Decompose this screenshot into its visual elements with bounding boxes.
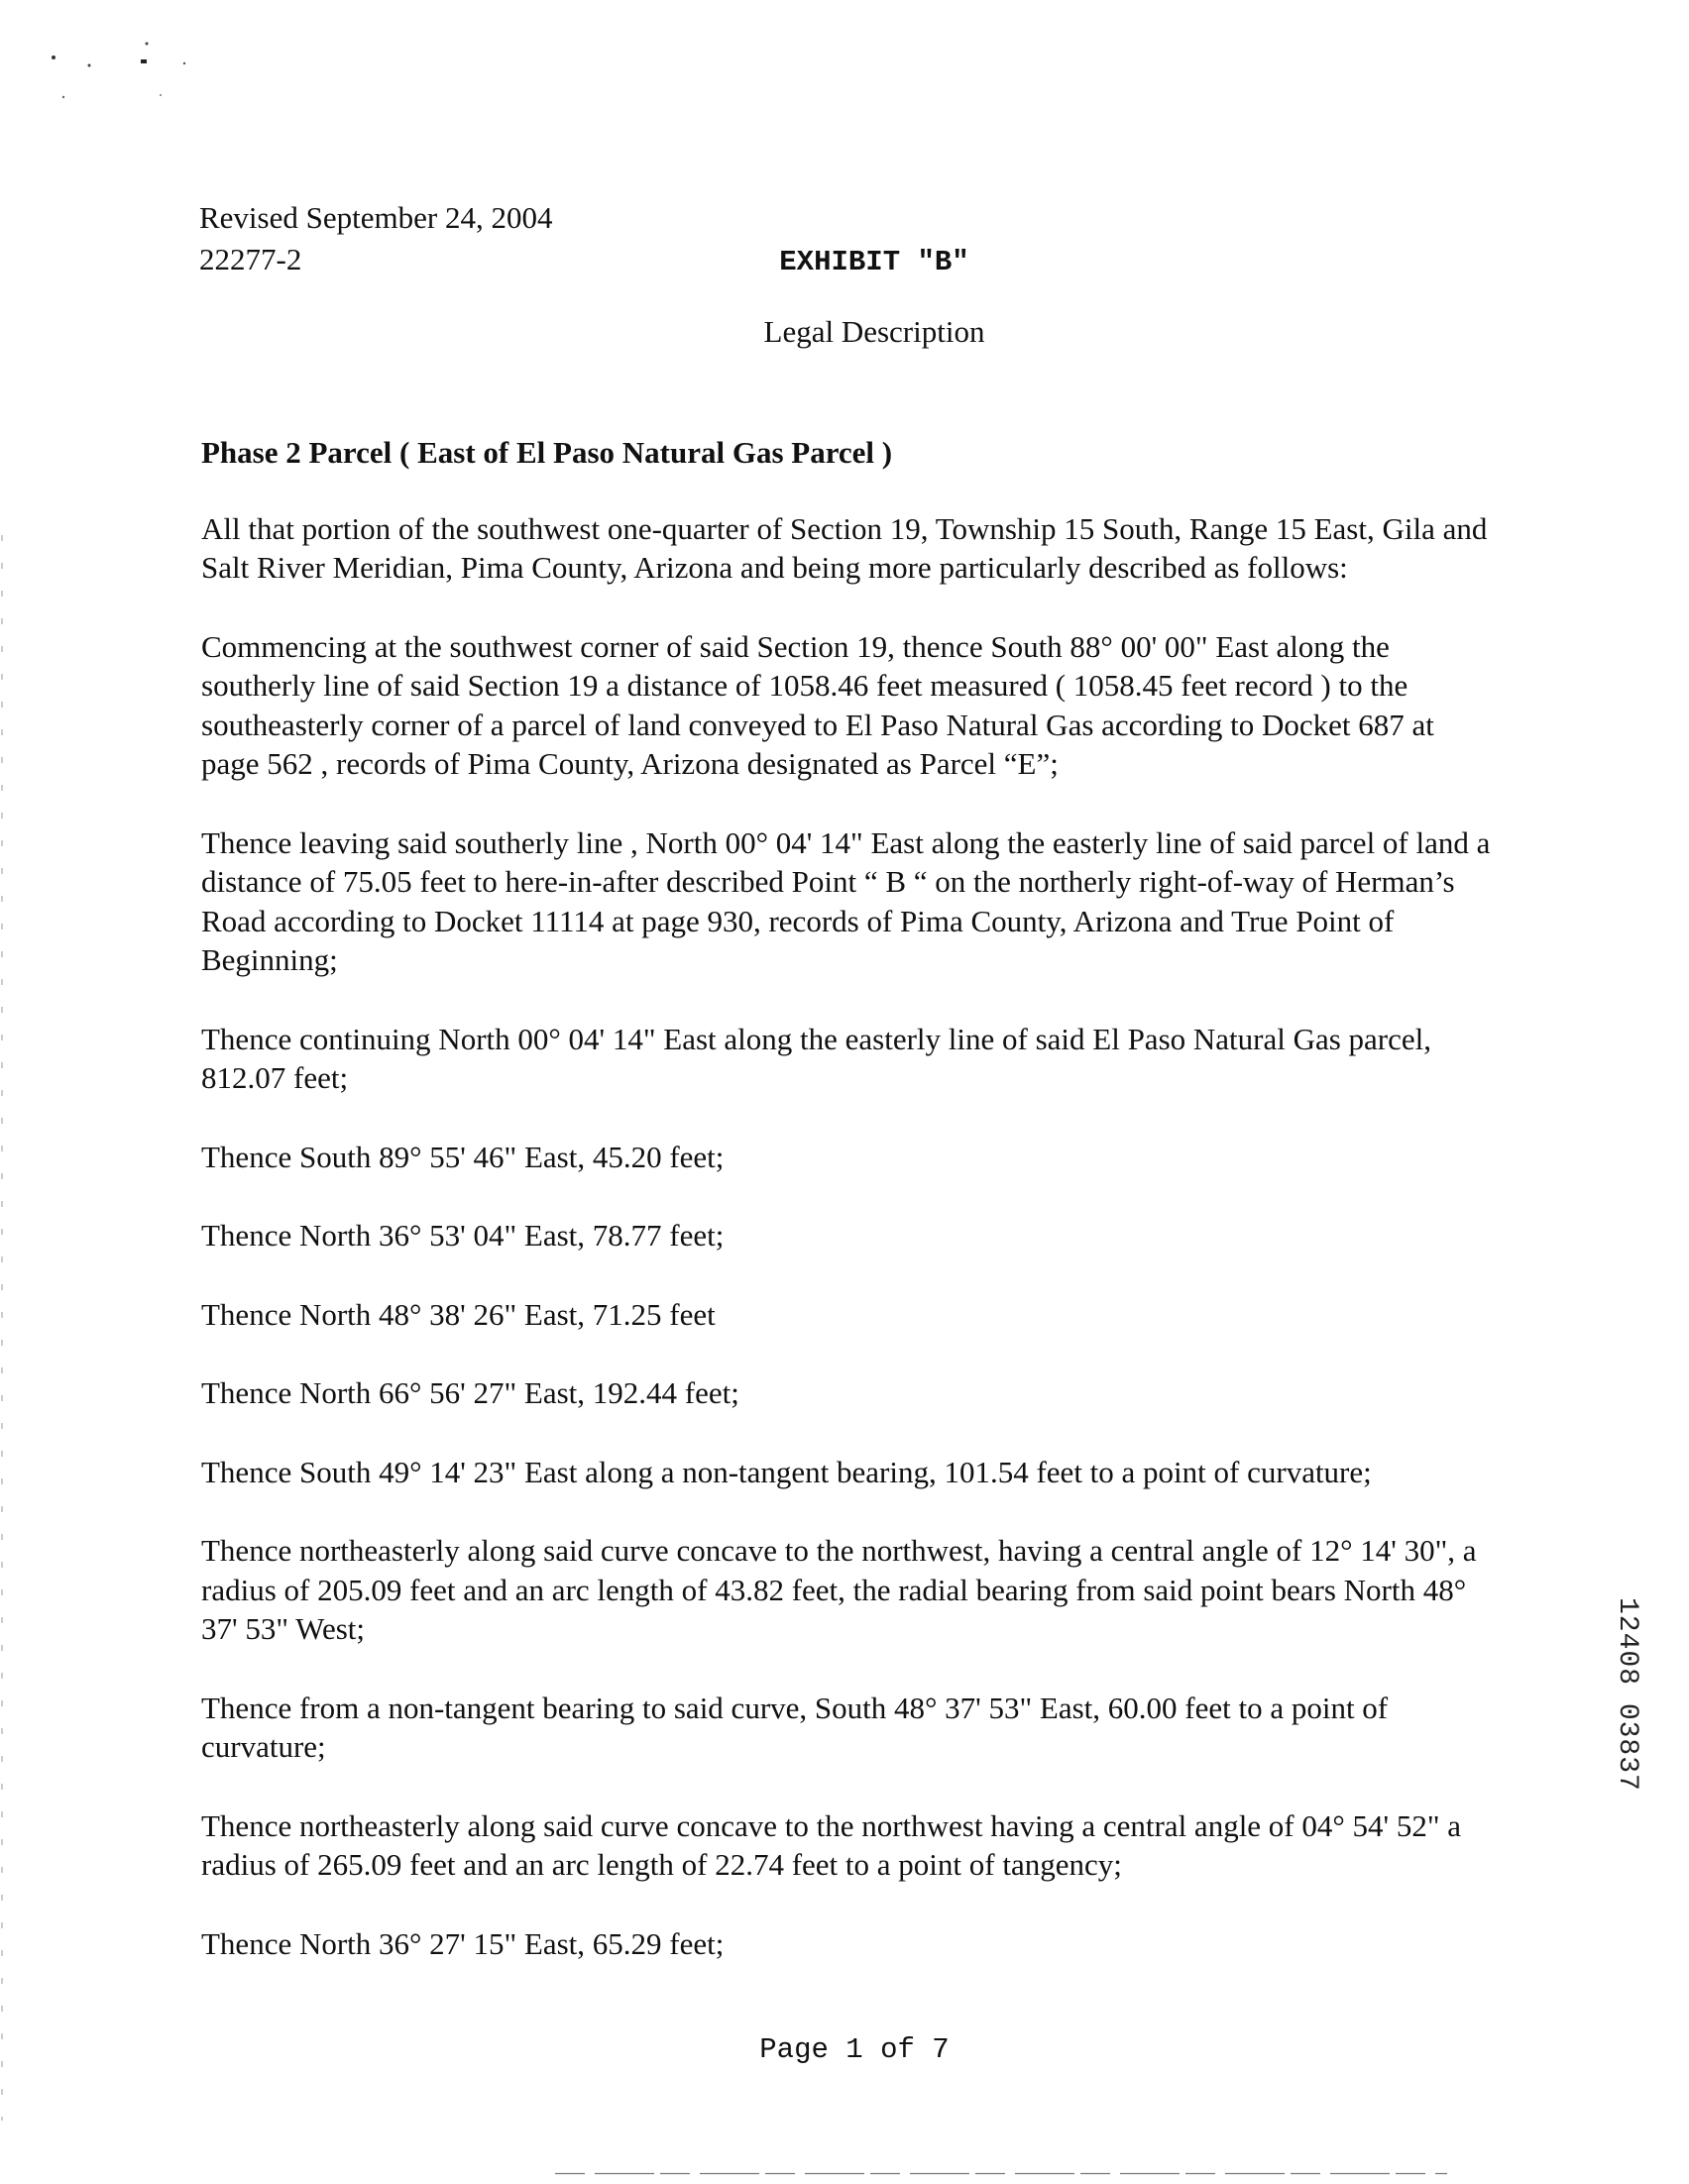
- revision-date: Revised September 24, 2004: [199, 200, 553, 235]
- legal-description-body: [201, 433, 1500, 2003]
- paragraph: Thence North 66° 56' 27" East, 192.44 feet;: [201, 1375, 739, 1410]
- paragraph: Thence from a non-tangent bearing to said curve, South 48° 37' 53" East, 60.00 feet to a point of curvature;: [201, 1690, 1389, 1764]
- paragraph: Thence North 36° 27' 15" East, 65.29 feet;: [201, 1925, 725, 1961]
- paragraph: Thence North 48° 38' 26" East, 71.25 feet: [201, 1296, 716, 1332]
- paragraph: Thence North 36° 53' 04" East, 78.77 feet;: [201, 1218, 725, 1253]
- paragraph: All that portion of the southwest one-quarter of Section 19, Township 15 South, Range 15 East, Gila and Salt River Meridian, Pima County, Arizona and being more particularly described as follows:: [201, 510, 1488, 585]
- recording-stamp-number: 12408 03837: [1612, 1597, 1642, 1792]
- paragraph: Thence leaving said southerly line , North 00° 04' 14" East along the easterly line of said parcel of land a distance of 75.05 feet to here-in-after described Point “ B “ on the northerly right-of-way of Herman’s Road according to Docket 11114 at page 930, records of Pima County, Arizona and True Point of Beginning;: [201, 824, 1491, 977]
- document-number: 22277-2: [199, 242, 302, 276]
- paragraph: Thence South 89° 55' 46" East, 45.20 feet;: [201, 1139, 725, 1174]
- scan-edge-marks: [0, 535, 4, 2121]
- scan-specks: [40, 40, 198, 109]
- parcel-heading: Phase 2 Parcel ( East of El Paso Natural Gas Parcel ): [201, 435, 893, 470]
- paragraph: Thence continuing North 00° 04' 14" East along the easterly line of said El Paso Natural Gas parcel, 812.07 feet;: [201, 1021, 1432, 1095]
- paragraph: Thence northeasterly along said curve concave to the northwest, having a central angle of 12° 14' 30", a radius of 205.09 feet and an arc length of 43.82 feet, the radial bearing from said point bears North 48° 37' 53" West;: [201, 1533, 1477, 1646]
- document-subtitle: Legal Description: [763, 314, 985, 349]
- paragraph: Thence northeasterly along said curve concave to the northwest having a central angle of 04° 54' 52" a radius of 265.09 feet and an arc length of 22.74 feet to a point of tangency;: [201, 1807, 1462, 1882]
- exhibit-title: EXHIBIT "B": [779, 246, 969, 278]
- scan-bottom-edge: [555, 2172, 1447, 2175]
- page-number: Page 1 of 7: [759, 2033, 950, 2066]
- paragraph: Commencing at the southwest corner of said Section 19, thence South 88° 00' 00" East along the southerly line of said Section 19 a distance of 1058.46 feet measured ( 1058.45 feet record ) to the southeasterly corner of a parcel of land conveyed to El Paso Natural Gas according to Docket 687 at page 562 , records of Pima County, Arizona designated as Parcel “E”;: [201, 628, 1434, 781]
- paragraph: Thence South 49° 14' 23" East along a non-tangent bearing, 101.54 feet to a point of curvature;: [201, 1454, 1372, 1489]
